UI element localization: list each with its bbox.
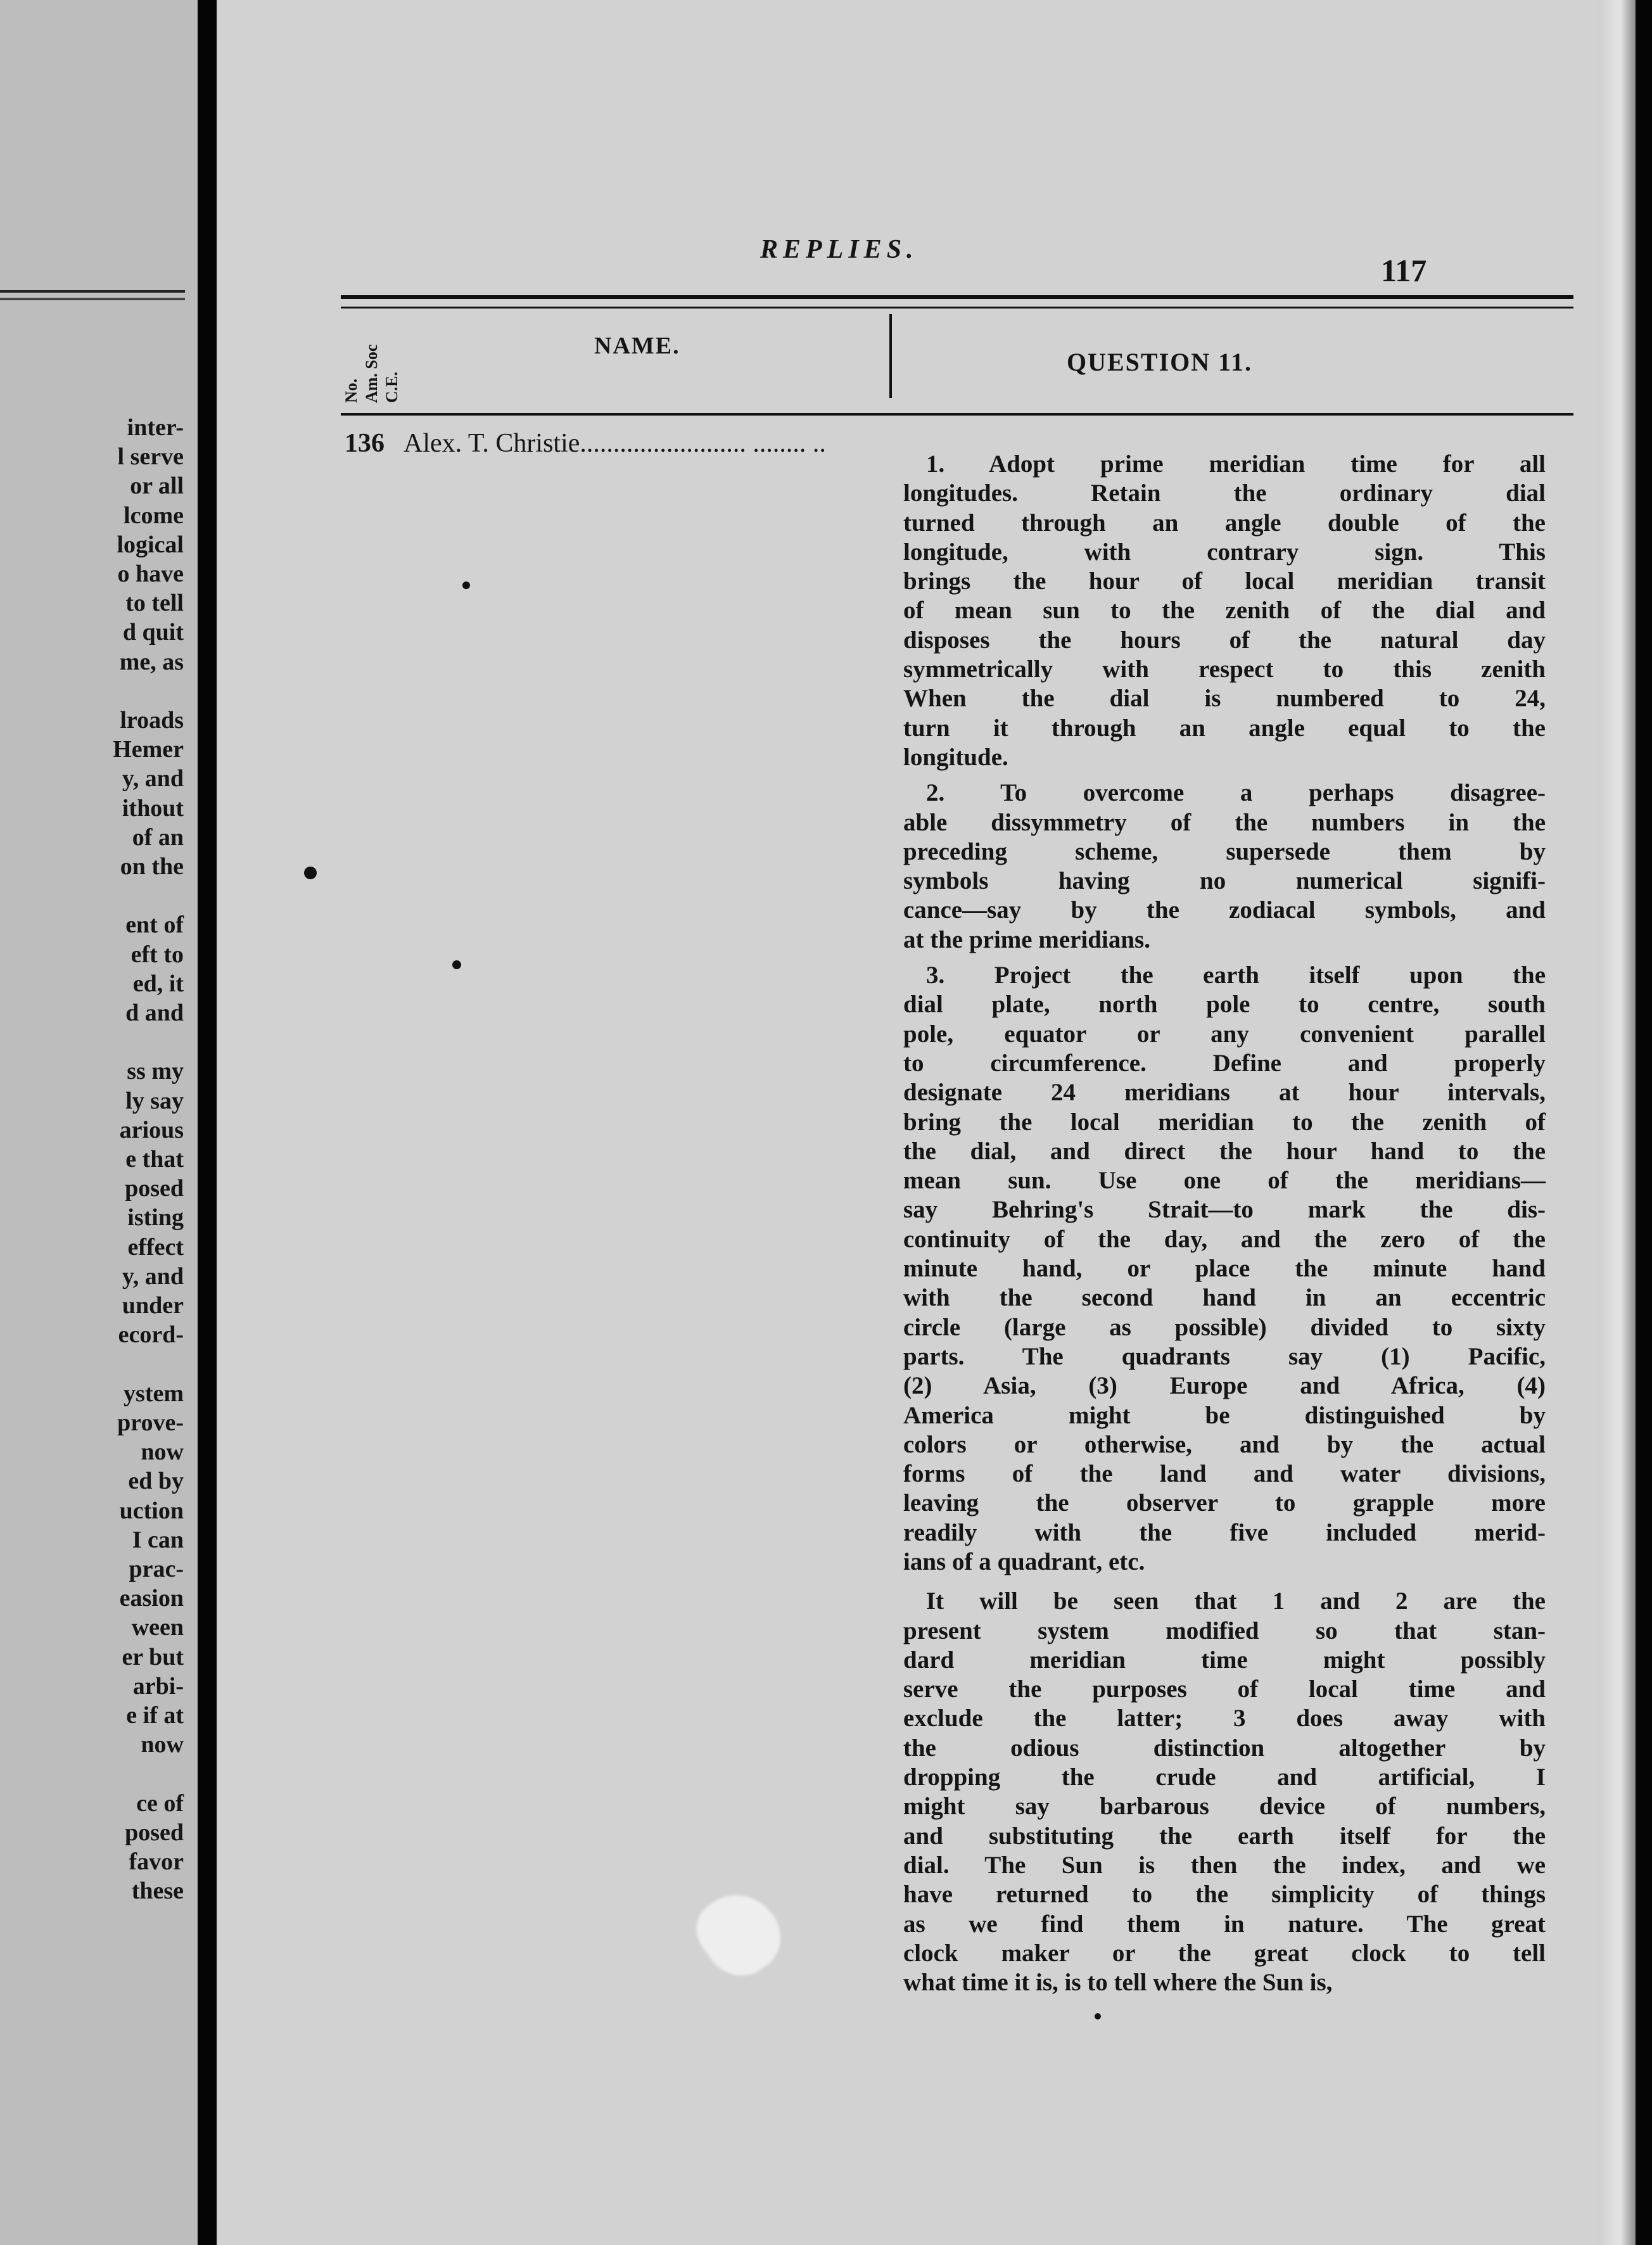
answer-line: readily with the five included merid- xyxy=(903,1518,1546,1546)
left-page-line: l serve xyxy=(117,443,184,471)
left-page-line: me, as xyxy=(119,648,184,675)
page-edge xyxy=(1598,0,1636,2245)
answer-line: might say barbarous device of numbers, xyxy=(903,1793,1546,1821)
answer-line: able dissymmetry of the numbers in the xyxy=(903,808,1546,836)
left-page-line: eft to xyxy=(130,941,184,968)
page-number: 117 xyxy=(1381,253,1427,288)
answer-line: minute hand, or place the minute hand xyxy=(903,1255,1546,1283)
answer-line: symbols having no numerical signifi- xyxy=(903,867,1546,895)
left-page-line: e if at xyxy=(126,1701,184,1729)
answer-line: circle (large as possible) divided to sixty xyxy=(903,1313,1546,1341)
answer-line: continuity of the day, and the zero of the xyxy=(903,1225,1546,1253)
answer-line: forms of the land and water divisions, xyxy=(903,1460,1546,1488)
answer-line: and substituting the earth itself for the xyxy=(903,1822,1546,1850)
answer-line: bring the local meridian to the zenith of xyxy=(903,1108,1546,1136)
left-page-line: y, and xyxy=(122,765,184,792)
answer-line: ians of a quadrant, etc. xyxy=(903,1548,1145,1575)
left-page-line: now xyxy=(141,1439,184,1466)
ink-speck xyxy=(462,582,470,589)
left-page-line: arious xyxy=(119,1116,184,1143)
left-page-line: under xyxy=(122,1292,184,1320)
left-page-line: arbi- xyxy=(132,1672,184,1700)
left-page-line xyxy=(113,881,184,910)
answer-line: exclude the latter; 3 does away with xyxy=(903,1705,1546,1733)
answer-line: what time it is, is to tell where the Sun is, xyxy=(903,1969,1333,1997)
right-page xyxy=(217,0,1636,2245)
answer-line: colors or otherwise, and by the actual xyxy=(903,1430,1546,1458)
left-page-line: lcome xyxy=(124,502,184,529)
left-page-line: d quit xyxy=(122,619,184,646)
ink-speck xyxy=(1095,2013,1101,2019)
left-page-line xyxy=(113,677,184,706)
left-page-line: ed by xyxy=(128,1468,184,1495)
left-page-line: ent of xyxy=(125,912,184,939)
answer-line: dial. The Sun is then the index, and we xyxy=(903,1851,1546,1879)
col-ce-label: C.E. xyxy=(383,371,401,403)
left-page-line: ystem xyxy=(124,1380,184,1407)
col-no-label: No. xyxy=(342,378,360,403)
header-rule-thin xyxy=(341,307,1573,308)
answer-line: leaving the observer to grapple more xyxy=(903,1489,1546,1517)
left-page-line: prac- xyxy=(129,1555,184,1582)
left-page-line: of an xyxy=(132,824,184,851)
left-page-line: effect xyxy=(127,1233,184,1261)
answer-line: longitudes. Retain the ordinary dial xyxy=(903,480,1546,507)
ink-speck xyxy=(304,867,317,879)
left-page-line: er but xyxy=(122,1643,184,1670)
answer-line: of mean sun to the zenith of the dial and xyxy=(903,597,1546,625)
respondent-number: 136 xyxy=(345,429,384,458)
left-page-line xyxy=(113,1027,184,1057)
left-page-line: logical xyxy=(117,531,184,558)
left-page-line: lroads xyxy=(120,707,184,734)
answer-line: parts. The quadrants say (1) Pacific, xyxy=(903,1342,1546,1370)
left-page-line: uction xyxy=(119,1497,184,1524)
answer-line: mean sun. Use one of the meridians— xyxy=(903,1167,1546,1195)
left-page-line: inter- xyxy=(127,414,184,441)
answer-line: 3. Project the earth itself upon the xyxy=(926,962,1546,989)
left-page-line: ce of xyxy=(136,1790,184,1817)
answer-line: brings the hour of local meridian transit xyxy=(903,568,1546,595)
answer-line: with the second hand in an eccentric xyxy=(903,1284,1546,1312)
answer-line: cance—say by the zodiacal symbols, and xyxy=(903,896,1546,924)
answer-line: pole, equator or any convenient parallel xyxy=(903,1020,1546,1048)
answer-line: at the prime meridians. xyxy=(903,925,1150,953)
left-page-line: these xyxy=(131,1878,184,1905)
answer-line: 2. To overcome a perhaps disagree- xyxy=(926,779,1546,807)
book-gutter xyxy=(198,0,217,2245)
column-header-name: NAME. xyxy=(594,333,680,359)
answer-line: designate 24 meridians at hour intervals, xyxy=(903,1079,1546,1107)
answer-line: 1. Adopt prime meridian time for all xyxy=(926,450,1546,478)
left-page-line: ween xyxy=(131,1614,184,1641)
paper-smudge xyxy=(685,1878,795,1989)
answer-line: (2) Asia, (3) Europe and Africa, (4) xyxy=(903,1372,1546,1400)
left-page-line: ly say xyxy=(125,1087,184,1114)
answer-line: longitude, with contrary sign. This xyxy=(903,538,1546,566)
col-am-soc-label: Am. Soc xyxy=(362,344,381,403)
left-page-line: I can xyxy=(132,1526,184,1553)
left-page-line: prove- xyxy=(117,1409,184,1436)
column-header-society-number xyxy=(342,314,418,409)
answer-line: dial plate, north pole to centre, south xyxy=(903,991,1546,1019)
answer-line: preceding scheme, supersede them by xyxy=(903,837,1546,865)
answer-line: the odious distinction altogether by xyxy=(903,1734,1546,1762)
answer-line: say Behring's Strait—to mark the dis- xyxy=(903,1196,1546,1224)
left-page-line xyxy=(113,1759,184,1788)
left-page-line: ed, it xyxy=(132,970,184,997)
answer-line: present system modified so that stan- xyxy=(903,1617,1546,1644)
left-page-line: now xyxy=(141,1731,184,1758)
answer-line: longitude. xyxy=(903,743,1008,771)
respondent-name: Alex. T. Christie......................... ........ .. xyxy=(403,429,826,458)
left-page-line: on the xyxy=(120,853,184,881)
answer-line: dard meridian time might possibly xyxy=(903,1646,1546,1674)
left-page-line: y, and xyxy=(122,1262,184,1290)
answer-line: It will be seen that 1 and 2 are the xyxy=(926,1587,1546,1615)
answer-line: the dial, and direct the hour hand to the xyxy=(903,1137,1546,1165)
answer-line: clock maker or the great clock to tell xyxy=(903,1939,1546,1967)
left-page-line: o have xyxy=(117,561,184,588)
answer-text xyxy=(903,450,1546,1997)
running-head: REPLIES. xyxy=(760,235,918,264)
header-rule-thick xyxy=(341,295,1573,299)
answer-line: serve the purposes of local time and xyxy=(903,1676,1546,1703)
left-page-rule xyxy=(0,290,185,293)
column-divider xyxy=(889,314,892,398)
left-page-line: Hemer xyxy=(113,736,184,763)
left-page-line: ss my xyxy=(127,1058,184,1085)
ink-speck xyxy=(452,960,461,969)
answer-line: America might be distinguished by xyxy=(903,1401,1546,1429)
answer-line: turn it through an angle equal to the xyxy=(903,714,1546,742)
left-page-line xyxy=(113,1350,184,1379)
left-page-line: or all xyxy=(130,473,184,500)
left-page-line: ecord- xyxy=(118,1321,184,1349)
left-page-line: posed xyxy=(125,1175,184,1202)
left-page-fragment xyxy=(0,0,198,2245)
answer-line: have returned to the simplicity of things xyxy=(903,1881,1546,1909)
answer-line: symmetrically with respect to this zenith xyxy=(903,656,1546,684)
answer-line: turned through an angle double of the xyxy=(903,509,1546,537)
answer-line: disposes the hours of the natural day xyxy=(903,626,1546,654)
header-rule-bottom xyxy=(341,413,1573,416)
left-page-line: isting xyxy=(127,1204,184,1231)
left-page-line: to tell xyxy=(125,590,184,617)
left-page-line: ithout xyxy=(122,794,184,822)
answer-line: dropping the crude and artificial, I xyxy=(903,1764,1546,1791)
left-page-line: easion xyxy=(119,1585,184,1612)
answer-line: as we find them in nature. The great xyxy=(903,1910,1546,1938)
left-page-line: e that xyxy=(125,1146,184,1173)
column-header-question: QUESTION 11. xyxy=(1067,348,1252,376)
left-page-line: favor xyxy=(129,1848,184,1875)
left-page-line: posed xyxy=(125,1819,184,1846)
left-page-text-fragments xyxy=(113,413,184,1905)
bleed-through-texture xyxy=(489,451,886,609)
left-page-line: d and xyxy=(125,1000,184,1027)
answer-line: When the dial is numbered to 24, xyxy=(903,685,1546,713)
answer-line: to circumference. Define and properly xyxy=(903,1049,1546,1077)
